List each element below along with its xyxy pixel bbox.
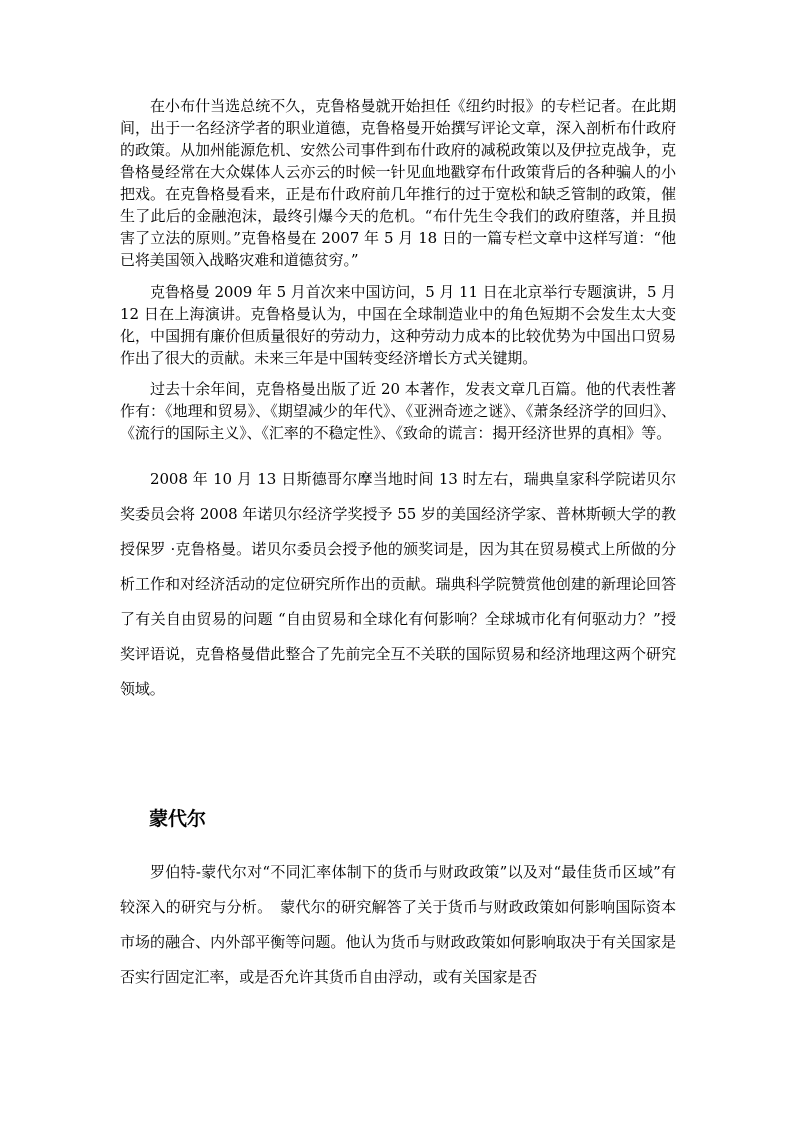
paragraph-mundell: 罗伯特-蒙代尔对“不同汇率体制下的货币与财政政策”以及对“最佳货币区域”有较深入的研究与分析。 蒙代尔的研究解答了关于货币与财政政策如何影响国际资本市场的融合、内外部平衡等问题。他认为货币与财政政策如何影响取决于有关国家是否实行固定汇率，或是否允许其货币自由浮动，或有关国家是否 xyxy=(120,863,676,986)
paragraph-krugman-works: 过去十余年间，克鲁格曼出版了近 20 本著作，发表文章几百篇。他的代表性著作有：《地理和贸易》、《期望减少的年代》、《亚洲奇迹之谜》、《萧条经济学的回归》、《流行的国际主义》、《汇率的不稳定性》、《致命的谎言：揭开经济世界的真相》等。 xyxy=(120,380,676,442)
section-heading: 蒙代尔 xyxy=(149,808,207,830)
paragraph-krugman-nobel-prize: 2008 年 10 月 13 日斯德哥尔摩当地时间 13 时左右，瑞典皇家科学院诺贝尔奖委员会将 2008 年诺贝尔经济学奖授予 55 岁的美国经济学家、普林斯顿大学的教授保罗 ·克鲁格曼。诺贝尔委员会授予他的颁奖词是，因为其在贸易模式上所做的分析工作和对经济活动的定位研究所作出的贡献。瑞典科学院赞赏他创建的新理论回答了有关自由贸易的问题 “自由贸易和全球化有何影响？全球城市化有何驱动力？”授奖评语说，克鲁格曼借此整合了先前完全互不关联的国际贸易和经济地理这两个研究领域。 xyxy=(120,470,676,698)
paragraph-krugman-china-visit: 克鲁格曼 2009 年 5 月首次来中国访问，5 月 11 日在北京举行专题演讲，5 月 12 日在上海演讲。克鲁格曼认为，中国在全球制造业中的角色短期不会发生太大变化，中国拥有廉价但质量很好的劳动力，这种劳动力成本的比较优势为中国出口贸易作出了很大的贡献。未来三年是中国转变经济增长方式关键期。 xyxy=(120,283,676,367)
paragraph-krugman-nyt-columnist: 在小布什当选总统不久，克鲁格曼就开始担任《纽约时报》的专栏记者。在此期间，出于一名经济学者的职业道德，克鲁格曼开始撰写评论文章，深入剖析布什政府的政策。从加州能源危机、安然公司事件到布什政府的减税政策以及伊拉克战争，克鲁格曼经常在大众媒体人云亦云的时候一针见血地戳穿布什政策背后的各种骗人的小把戏。在克鲁格曼看来，正是布什政府前几年推行的过于宽松和缺乏管制的政策，催生了此后的金融泡沫，最终引爆今天的危机。“布什先生令我们的政府堕落，并且损害了立法的原则。”克鲁格曼在 2007 年 5 月 18 日的一篇专栏文章中这样写道：“他已将美国领入战略灾难和道德贫穷。” xyxy=(120,97,676,269)
